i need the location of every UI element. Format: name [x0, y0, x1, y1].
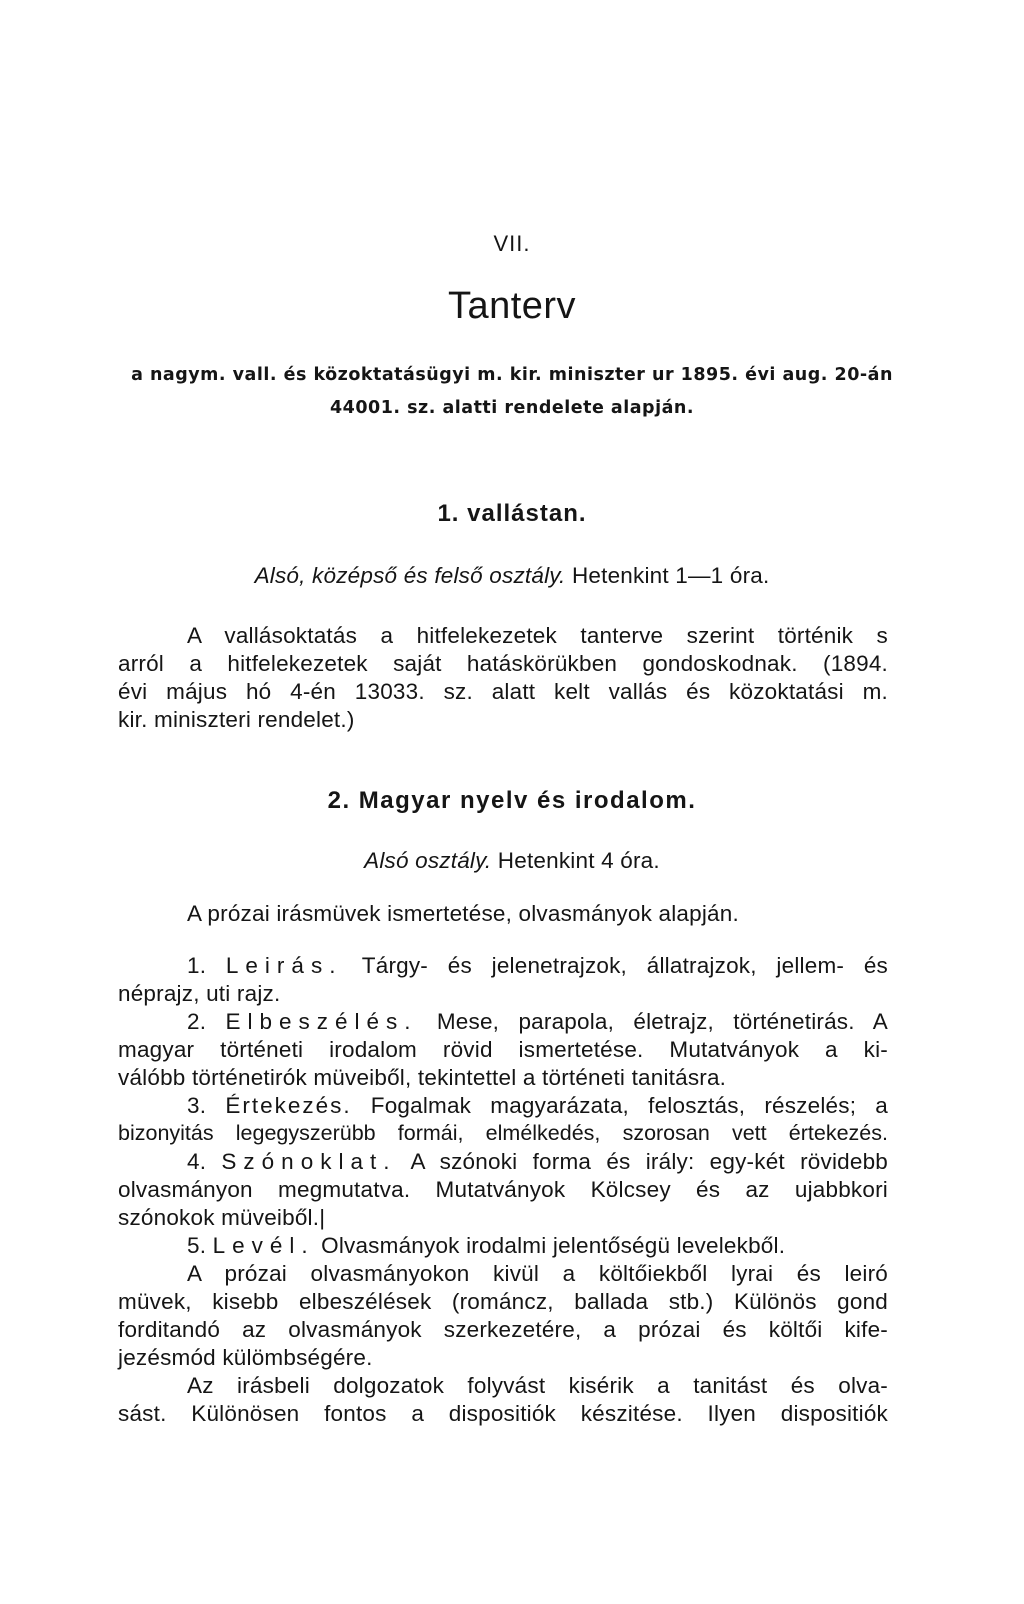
item-2-line-2: magyar történeti irodalom rövid ismertetése. Mutatványok a ki-	[118, 1037, 888, 1062]
section-2-heading: 2. Magyar nyelv és irodalom.	[327, 787, 697, 814]
item-4-term: Szónoklat.	[221, 1149, 397, 1174]
item-5-line-1: 5. Levél. Olvasmányok irodalmi jelentőségü levelekből.	[187, 1233, 786, 1258]
item-3-line-2: bizonyitás legegyszerübb formái, elmélkedés, szorosan vett értekezés.	[118, 1121, 888, 1145]
section-2-class: Alsó osztály.	[364, 848, 492, 873]
item-1-term: Leirás.	[225, 953, 343, 978]
item-4-line-1: 4. Szónoklat. A szónoki forma és irály: egy-két rövidebb	[187, 1149, 888, 1174]
section-1-heading: 1. vallástan.	[437, 500, 587, 527]
subtitle-line-1: a nagym. vall. és közoktatásügyi m. kir. miniszter ur 1895. évi aug. 20-án	[131, 365, 893, 385]
item-1-line-1: 1. Leirás. Tárgy- és jelenetrajzok, állatrajzok, jellem- és	[187, 953, 888, 978]
subtitle-line-2: 44001. sz. alatti rendelete alapján.	[329, 398, 694, 418]
paragraph-1-line-1: A prózai olvasmányokon kivül a költőiekből lyrai és leiró	[187, 1261, 888, 1286]
item-1-line-2: néprajz, uti rajz.	[118, 981, 281, 1006]
section-1-line-4: kir. miniszteri rendelet.)	[118, 707, 355, 732]
chapter-number: VII.	[493, 231, 531, 256]
page-title: Tanterv	[447, 285, 577, 327]
section-2-intro: A prózai irásmüvek ismertetése, olvasmányok alapján.	[187, 901, 739, 926]
section-1-line-2: arról a hitfelekezetek saját hatáskörükben gondoskodnak. (1894.	[118, 651, 888, 676]
section-2-hours: Hetenkint 4 óra.	[491, 848, 660, 873]
paragraph-1-line-3: forditandó az olvasmányok szerkezetére, a prózai és költői kife-	[118, 1317, 888, 1342]
item-2-term: Elbeszélés.	[225, 1009, 418, 1034]
section-2-class-line	[0, 848, 1024, 874]
section-1-line-1: A vallásoktatás a hitfelekezetek tanterve szerint történik s	[187, 623, 888, 648]
item-2-line-3: válóbb történetirók müveiből, tekintettel a történeti tanitásra.	[118, 1065, 727, 1090]
item-3-term: Értekezés.	[225, 1093, 352, 1118]
item-5-term: Levél.	[212, 1233, 315, 1258]
section-1-hours: Hetenkint 1—1 óra.	[565, 563, 770, 588]
item-3-line-1: 3. Értekezés. Fogalmak magyarázata, felosztás, részelés; a	[187, 1093, 888, 1118]
section-1-class-line	[0, 563, 1024, 589]
item-4-line-3: szónokok müveiből.|	[118, 1205, 326, 1230]
item-2-line-1: 2. Elbeszélés. Mese, parapola, életrajz, történetirás. A	[187, 1009, 888, 1034]
paragraph-1-line-4: jezésmód külömbségére.	[118, 1345, 373, 1370]
paragraph-1-line-2: müvek, kisebb elbeszélések (románcz, ballada stb.) Különös gond	[118, 1289, 888, 1314]
section-1-class: Alsó, középső és felső osztály.	[254, 563, 566, 588]
section-1-line-3: évi május hó 4-én 13033. sz. alatt kelt vallás és közoktatási m.	[118, 679, 888, 704]
paragraph-2-line-2: sást. Különösen fontos a dispositiók készitése. Ilyen dispositiók	[118, 1401, 888, 1426]
paragraph-2-line-1: Az irásbeli dolgozatok folyvást kisérik a tanitást és olva-	[187, 1373, 888, 1398]
item-4-line-2: olvasmányon megmutatva. Mutatványok Kölcsey és az ujabbkori	[118, 1177, 888, 1202]
